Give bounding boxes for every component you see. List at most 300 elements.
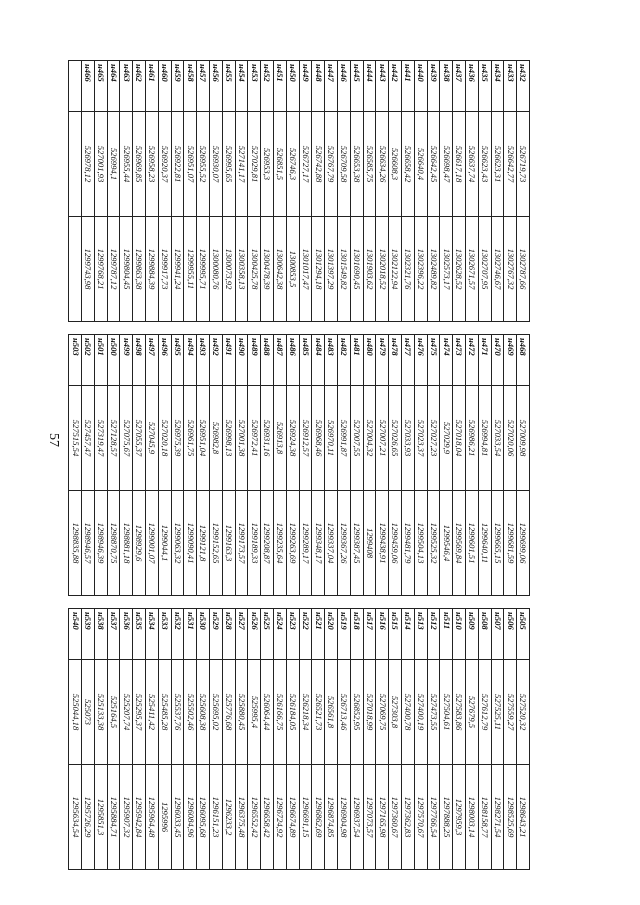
table-row — [299, 61, 312, 870]
y-coordinate-cell: 1296724,92 — [274, 765, 287, 870]
column-gap — [261, 322, 274, 335]
x-coordinate-cell: 526608,3 — [389, 112, 402, 217]
column-gap — [286, 322, 299, 335]
column-gap — [427, 322, 440, 335]
point-id-cell: н497 — [146, 335, 159, 386]
table-row — [440, 61, 453, 870]
y-coordinate-cell: 1299863,38 — [133, 217, 146, 322]
point-id-cell: н511 — [440, 609, 453, 660]
point-id-cell: н463 — [120, 61, 133, 112]
point-id-cell: н502 — [82, 335, 95, 386]
x-coordinate-cell: 527007,55 — [350, 386, 363, 491]
x-coordinate-cell: 526767,79 — [325, 112, 338, 217]
x-coordinate-cell: 525073 — [82, 660, 95, 765]
y-coordinate-cell: 1298003,14 — [466, 765, 479, 870]
table-row — [453, 61, 466, 870]
x-coordinate-cell: 527559,27 — [504, 660, 517, 765]
table-row — [491, 61, 504, 870]
y-coordinate-cell: 1302122,94 — [389, 217, 402, 322]
y-coordinate-cell: 1299337,04 — [325, 491, 338, 596]
point-id-cell: н470 — [491, 335, 504, 386]
point-id-cell: н469 — [504, 335, 517, 386]
x-coordinate-cell: 525164,5 — [107, 660, 120, 765]
column-gap — [389, 596, 402, 609]
table-row — [414, 61, 427, 870]
x-coordinate-cell: 526951,07 — [184, 112, 197, 217]
x-coordinate-cell: 527029,81 — [248, 112, 261, 217]
x-coordinate-cell: 527504,61 — [440, 660, 453, 765]
column-gap — [82, 596, 95, 609]
column-gap — [504, 322, 517, 335]
point-id-cell: н444 — [363, 61, 376, 112]
x-coordinate-cell: 527020,18 — [158, 386, 171, 491]
x-coordinate-cell: 526912,57 — [299, 386, 312, 491]
column-gap — [69, 322, 82, 335]
y-coordinate-cell: 1299640,11 — [478, 491, 491, 596]
point-id-cell: н435 — [478, 61, 491, 112]
table-row — [107, 61, 120, 870]
column-gap — [478, 596, 491, 609]
point-id-cell: н461 — [146, 61, 159, 112]
y-coordinate-cell: 1302671,57 — [466, 217, 479, 322]
x-coordinate-cell: 525537,76 — [171, 660, 184, 765]
x-coordinate-cell: 526561,8 — [325, 660, 338, 765]
column-gap — [312, 322, 325, 335]
x-coordinate-cell: 526166,75 — [274, 660, 287, 765]
x-coordinate-cell: 527679,5 — [466, 660, 479, 765]
y-coordinate-cell: 1296375,48 — [235, 765, 248, 870]
point-id-cell: н510 — [453, 609, 466, 660]
x-coordinate-cell: 526852,95 — [350, 660, 363, 765]
y-coordinate-cell: 1299387,45 — [350, 491, 363, 596]
table-row — [504, 61, 517, 870]
x-coordinate-cell — [69, 112, 82, 217]
x-coordinate-cell: 527020,06 — [504, 386, 517, 491]
y-coordinate-cell: 1302573,17 — [440, 217, 453, 322]
x-coordinate-cell: 527009,98 — [517, 386, 530, 491]
y-coordinate-cell: 1302787,66 — [517, 217, 530, 322]
x-coordinate-cell: 526924,38 — [286, 386, 299, 491]
x-coordinate-cell: 525207,74 — [120, 660, 133, 765]
y-coordinate-cell: 1295851,3 — [94, 765, 107, 870]
column-gap — [235, 596, 248, 609]
column-gap — [171, 596, 184, 609]
x-coordinate-cell: 526986,21 — [466, 386, 479, 491]
y-coordinate-cell: 1298643,21 — [517, 765, 530, 870]
column-gap — [312, 596, 325, 609]
table-row — [350, 61, 363, 870]
table-row — [158, 61, 171, 870]
point-id-cell: н495 — [171, 335, 184, 386]
y-coordinate-cell: 1301690,45 — [350, 217, 363, 322]
y-coordinate-cell: 1301017,47 — [299, 217, 312, 322]
point-id-cell: н453 — [248, 61, 261, 112]
y-coordinate-cell: 1299173,57 — [235, 491, 248, 596]
point-id-cell: н540 — [69, 609, 82, 660]
y-coordinate-cell: 1302746,67 — [491, 217, 504, 322]
y-coordinate-cell: 1299163,3 — [222, 491, 235, 596]
y-coordinate-cell: 1297165,98 — [376, 765, 389, 870]
x-coordinate-cell: 526958,23 — [146, 112, 159, 217]
point-id-cell: н466 — [82, 61, 95, 112]
y-coordinate-cell: 1297073,57 — [363, 765, 376, 870]
y-coordinate-cell: 1300080,76 — [210, 217, 223, 322]
y-coordinate-cell: 1297959,3 — [453, 765, 466, 870]
coordinates-sheet — [70, 60, 530, 838]
column-gap — [120, 322, 133, 335]
y-coordinate-cell: 1296862,69 — [312, 765, 325, 870]
table-row — [286, 61, 299, 870]
x-coordinate-cell: 526931,16 — [261, 386, 274, 491]
column-gap — [158, 322, 171, 335]
x-coordinate-cell: 526995,65 — [222, 112, 235, 217]
y-coordinate-cell: 1297570,67 — [414, 765, 427, 870]
point-id-cell: н532 — [171, 609, 184, 660]
page-number: 57 — [46, 433, 61, 447]
column-gap — [210, 322, 223, 335]
point-id-cell: н450 — [286, 61, 299, 112]
x-coordinate-cell: 527303,8 — [389, 660, 402, 765]
point-id-cell: н464 — [107, 61, 120, 112]
y-coordinate-cell: 1299367,26 — [338, 491, 351, 596]
column-gap — [146, 596, 159, 609]
column-gap — [82, 322, 95, 335]
point-id-cell: н488 — [261, 335, 274, 386]
x-coordinate-cell: 527473,55 — [427, 660, 440, 765]
column-gap — [286, 596, 299, 609]
x-coordinate-cell: 527027,23 — [427, 386, 440, 491]
point-id-cell: н475 — [427, 335, 440, 386]
point-id-cell: н521 — [312, 609, 325, 660]
table-row — [248, 61, 261, 870]
point-id-cell — [69, 61, 82, 112]
y-coordinate-cell: 1299090,41 — [184, 491, 197, 596]
y-coordinate-cell: 1297766,54 — [427, 765, 440, 870]
column-gap — [453, 596, 466, 609]
point-id-cell: н507 — [491, 609, 504, 660]
x-coordinate-cell: 526746,3 — [286, 112, 299, 217]
point-id-cell: н498 — [133, 335, 146, 386]
y-coordinate-cell: 1295907,32 — [120, 765, 133, 870]
table-row — [389, 61, 402, 870]
column-gap — [491, 322, 504, 335]
x-coordinate-cell: 526727,17 — [299, 112, 312, 217]
column-gap — [402, 596, 415, 609]
point-id-cell: н499 — [120, 335, 133, 386]
point-id-cell: н481 — [350, 335, 363, 386]
column-gap — [158, 596, 171, 609]
column-gap — [261, 596, 274, 609]
x-coordinate-cell: 526698,47 — [440, 112, 453, 217]
y-coordinate-cell: 1299263,69 — [286, 491, 299, 596]
y-coordinate-cell: 1299152,65 — [210, 491, 223, 596]
column-gap — [197, 596, 210, 609]
column-gap — [504, 596, 517, 609]
column-gap — [197, 322, 210, 335]
y-coordinate-cell: 1296552,42 — [248, 765, 261, 870]
y-coordinate-cell: 1299917,73 — [158, 217, 171, 322]
y-coordinate-cell: 1296674,89 — [286, 765, 299, 870]
column-gap — [517, 322, 530, 335]
table-row — [312, 61, 325, 870]
point-id-cell: н451 — [274, 61, 287, 112]
point-id-cell: н459 — [171, 61, 184, 112]
x-coordinate-cell: 526991,87 — [338, 386, 351, 491]
point-id-cell: н489 — [248, 335, 261, 386]
point-id-cell: н530 — [197, 609, 210, 660]
y-coordinate-cell: 1296658,42 — [261, 765, 274, 870]
point-id-cell: н533 — [158, 609, 171, 660]
x-coordinate-cell: 526585,75 — [363, 112, 376, 217]
x-coordinate-cell: 526961,75 — [184, 386, 197, 491]
point-id-cell: н454 — [235, 61, 248, 112]
y-coordinate-cell: 1301397,29 — [325, 217, 338, 322]
point-id-cell: н506 — [504, 609, 517, 660]
y-coordinate-cell: 1295964,48 — [146, 765, 159, 870]
y-coordinate-cell: 1299955,11 — [184, 217, 197, 322]
point-id-cell: н458 — [184, 61, 197, 112]
point-id-cell: н534 — [146, 609, 159, 660]
point-id-cell: н445 — [350, 61, 363, 112]
point-id-cell: н455 — [222, 61, 235, 112]
y-coordinate-cell: 1299699,06 — [517, 491, 530, 596]
x-coordinate-cell: 527457,47 — [82, 386, 95, 491]
column-gap — [414, 596, 427, 609]
x-coordinate-cell: 526920,37 — [158, 112, 171, 217]
column-gap — [440, 322, 453, 335]
x-coordinate-cell: 527023,37 — [414, 386, 427, 491]
point-id-cell: н539 — [82, 609, 95, 660]
x-coordinate-cell: 527583,86 — [453, 660, 466, 765]
y-coordinate-cell: 1298835,88 — [69, 491, 82, 596]
point-id-cell: н436 — [466, 61, 479, 112]
column-gap — [107, 322, 120, 335]
y-coordinate-cell: 1298525,69 — [504, 765, 517, 870]
y-coordinate-cell: 1301549,82 — [338, 217, 351, 322]
y-coordinate-cell: 1295634,54 — [69, 765, 82, 870]
table-row — [517, 61, 530, 870]
point-id-cell: н518 — [350, 609, 363, 660]
coordinates-table-body — [69, 61, 530, 870]
y-coordinate-cell: 1299481,79 — [402, 491, 415, 596]
y-coordinate-cell: 1299546,4 — [440, 491, 453, 596]
column-gap — [299, 322, 312, 335]
y-coordinate-cell: 1302489,82 — [427, 217, 440, 322]
column-gap — [414, 322, 427, 335]
column-gap — [94, 596, 107, 609]
table-row — [210, 61, 223, 870]
y-coordinate-cell: 1299941,24 — [171, 217, 184, 322]
point-id-cell: н442 — [389, 61, 402, 112]
column-gap — [184, 322, 197, 335]
point-id-cell: н526 — [248, 609, 261, 660]
table-row — [478, 61, 491, 870]
point-id-cell: н485 — [299, 335, 312, 386]
x-coordinate-cell: 526978,12 — [82, 112, 95, 217]
x-coordinate-cell: 525995,4 — [248, 660, 261, 765]
point-id-cell: н483 — [325, 335, 338, 386]
x-coordinate-cell: 526709,58 — [338, 112, 351, 217]
point-id-cell: н503 — [69, 335, 82, 386]
y-coordinate-cell: 1301294,18 — [312, 217, 325, 322]
y-coordinate-cell: 1296233,2 — [222, 765, 235, 870]
x-coordinate-cell: 526617,18 — [453, 112, 466, 217]
y-coordinate-cell: 1297888,25 — [440, 765, 453, 870]
y-coordinate-cell: 1296084,96 — [184, 765, 197, 870]
point-id-cell: н468 — [517, 335, 530, 386]
x-coordinate-cell: 526975,39 — [171, 386, 184, 491]
table-row — [197, 61, 210, 870]
y-coordinate-cell: 1295996 — [158, 765, 171, 870]
table-row — [261, 61, 274, 870]
x-coordinate-cell: 526994,81 — [478, 386, 491, 491]
y-coordinate-cell: 1300425,78 — [248, 217, 261, 322]
x-coordinate-cell: 526969,85 — [133, 112, 146, 217]
point-id-cell: н523 — [286, 609, 299, 660]
table-row — [363, 61, 376, 870]
point-id-cell: н471 — [478, 335, 491, 386]
y-coordinate-cell: 1299408 — [363, 491, 376, 596]
x-coordinate-cell: 527075,67 — [120, 386, 133, 491]
y-coordinate-cell: 1300853,5 — [286, 217, 299, 322]
point-id-cell: н520 — [325, 609, 338, 660]
table-row — [466, 61, 479, 870]
column-gap — [120, 596, 133, 609]
y-coordinate-cell: 1299438,91 — [376, 491, 389, 596]
y-coordinate-cell: 1300478,39 — [261, 217, 274, 322]
table-row — [146, 61, 159, 870]
x-coordinate-cell: 526970,11 — [325, 386, 338, 491]
x-coordinate-cell: 527001,93 — [94, 112, 107, 217]
point-id-cell: н448 — [312, 61, 325, 112]
x-coordinate-cell: 526623,31 — [491, 112, 504, 217]
point-id-cell: н529 — [210, 609, 223, 660]
point-id-cell: н517 — [363, 609, 376, 660]
x-coordinate-cell: 527007,21 — [376, 386, 389, 491]
table-row — [133, 61, 146, 870]
point-id-cell: н465 — [94, 61, 107, 112]
column-gap — [171, 322, 184, 335]
point-id-cell: н494 — [184, 335, 197, 386]
column-gap — [466, 322, 479, 335]
point-id-cell: н480 — [363, 335, 376, 386]
column-gap — [299, 596, 312, 609]
x-coordinate-cell: 526521,73 — [312, 660, 325, 765]
x-coordinate-cell: 527004,32 — [363, 386, 376, 491]
point-id-cell: н512 — [427, 609, 440, 660]
point-id-cell: н492 — [210, 335, 223, 386]
point-id-cell: н536 — [120, 609, 133, 660]
point-id-cell: н462 — [133, 61, 146, 112]
point-id-cell: н456 — [210, 61, 223, 112]
column-gap — [222, 322, 235, 335]
y-coordinate-cell: 1299001,07 — [146, 491, 159, 596]
point-id-cell: н519 — [338, 609, 351, 660]
column-gap — [491, 596, 504, 609]
y-coordinate-cell: 1300642,38 — [274, 217, 287, 322]
y-coordinate-cell: 1298881,18 — [120, 491, 133, 596]
x-coordinate-cell: 526955,52 — [197, 112, 210, 217]
point-id-cell: н439 — [427, 61, 440, 112]
point-id-cell: н482 — [338, 335, 351, 386]
y-coordinate-cell: 1299208,87 — [261, 491, 274, 596]
point-id-cell: н449 — [299, 61, 312, 112]
y-coordinate-cell: 1299348,17 — [312, 491, 325, 596]
y-coordinate-cell: 1299884,39 — [146, 217, 159, 322]
x-coordinate-cell: 525776,68 — [222, 660, 235, 765]
coordinates-table — [68, 60, 530, 870]
x-coordinate-cell: 525485,28 — [158, 660, 171, 765]
column-gap — [363, 596, 376, 609]
point-id-cell: н432 — [517, 61, 530, 112]
y-coordinate-cell: 1299044,1 — [158, 491, 171, 596]
column-gap — [274, 596, 287, 609]
point-id-cell: н434 — [491, 61, 504, 112]
x-coordinate-cell: 526719,73 — [517, 112, 530, 217]
point-id-cell: н524 — [274, 609, 287, 660]
point-id-cell: н515 — [389, 609, 402, 660]
point-id-cell: н443 — [376, 61, 389, 112]
y-coordinate-cell: 1302628,52 — [453, 217, 466, 322]
x-coordinate-cell: 527400,19 — [414, 660, 427, 765]
y-coordinate-cell: 1298946,57 — [82, 491, 95, 596]
column-gap — [478, 322, 491, 335]
point-id-cell: н531 — [184, 609, 197, 660]
point-id-cell: н473 — [453, 335, 466, 386]
point-id-cell: н472 — [466, 335, 479, 386]
column-gap — [274, 322, 287, 335]
x-coordinate-cell: 526851,5 — [274, 112, 287, 217]
x-coordinate-cell: 527018,99 — [363, 660, 376, 765]
column-gap — [222, 596, 235, 609]
y-coordinate-cell: 1298946,39 — [94, 491, 107, 596]
y-coordinate-cell: 1296691,15 — [299, 765, 312, 870]
column-gap — [325, 322, 338, 335]
x-coordinate-cell: 526064,44 — [261, 660, 274, 765]
x-coordinate-cell: 527400,78 — [402, 660, 415, 765]
point-id-cell: н527 — [235, 609, 248, 660]
table-row — [427, 61, 440, 870]
x-coordinate-cell: 527026,65 — [389, 386, 402, 491]
column-gap — [427, 596, 440, 609]
point-id-cell: н446 — [338, 61, 351, 112]
y-coordinate-cell: 1297360,67 — [389, 765, 402, 870]
y-coordinate-cell: 1299459,06 — [389, 491, 402, 596]
column-gap — [235, 322, 248, 335]
point-id-cell: н501 — [94, 335, 107, 386]
x-coordinate-cell: 525880,45 — [235, 660, 248, 765]
point-id-cell: н478 — [389, 335, 402, 386]
column-gap — [107, 596, 120, 609]
x-coordinate-cell: 526953,3 — [261, 112, 274, 217]
x-coordinate-cell: 526972,41 — [248, 386, 261, 491]
x-coordinate-cell: 527141,17 — [235, 112, 248, 217]
column-gap — [338, 322, 351, 335]
column-gap — [325, 596, 338, 609]
point-id-cell: н484 — [312, 335, 325, 386]
y-coordinate-cell: 1302767,32 — [504, 217, 517, 322]
y-coordinate-cell: 1295726,29 — [82, 765, 95, 870]
point-id-cell: н528 — [222, 609, 235, 660]
column-gap — [338, 596, 351, 609]
table-row — [325, 61, 338, 870]
y-coordinate-cell: 1302321,76 — [402, 217, 415, 322]
y-coordinate-cell: 1298158,77 — [478, 765, 491, 870]
column-gap — [69, 596, 82, 609]
column-gap — [402, 322, 415, 335]
y-coordinate-cell: 1296033,45 — [171, 765, 184, 870]
point-id-cell: н509 — [466, 609, 479, 660]
